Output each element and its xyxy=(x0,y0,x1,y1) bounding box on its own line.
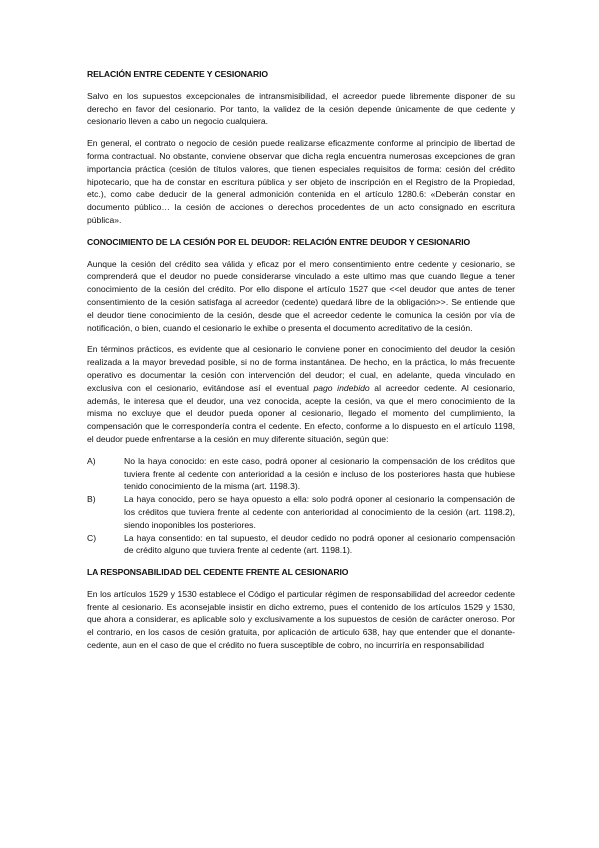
list-marker: C) xyxy=(87,532,97,543)
paragraph: Aunque la cesión del crédito sea válida y eficaz por el mero consentimiento entre cedente y cesionario, se comprenderá que el deudor no puede considerarse vinculado a este ultimo mas que cuando llegue a tener conocimiento de la cesión del crédito. Por ello dispone el artículo 1527 que <<el deudor que antes de tener consentimiento de la cesión satisfaga al acreedor (cedente) quedará libre de la obligación>>. Se entiende que el deudor tiene conocimiento de la cesión, desde que el acreedor cedente le comunica la cesión por vía de notificación, o bien, cuando el cesionario le exhibe o presenta el documento acreditativo de la cesión. xyxy=(87,258,515,333)
list-item-text: No la haya conocido: en este caso, podrá oponer al cesionario la compensación de los créditos que tuviera frente al cedente con anterioridad a la cesión e incluso de los posteriores hasta que hubiese tenido conocimiento de la misma (art. 1198.3). xyxy=(124,455,515,492)
list-item xyxy=(87,455,515,493)
paragraph: En general, el contrato o negocio de cesión puede realizarse eficazmente conforme al principio de libertad de forma contractual. No obstante, conviene observar que dicha regla encuentra numerosas excepciones de gran importancia práctica (cesión de títulos valores, que tienen especiales requisitos de forma: cesión del crédito hipotecario, que ha de constar en escritura pública y ser objeto de inscripción en el Registro de la Propiedad, etc.), como cabe deducir de la general admonición contenida en el artículo 1280.6: «Deberán constar en documento público… la cesión de acciones o derechos procedentes de un acto consignado en escritura pública». xyxy=(87,138,515,225)
section-heading-cedente-cesionario: RELACIÓN ENTRE CEDENTE Y CESIONARIO xyxy=(87,69,268,79)
list-item-text: La haya conocido, pero se haya opuesto a ella: solo podrá oponer al cesionario la compensación de los créditos que tuviera frente al cedente con anterioridad al conocimiento de la cesión (art. 1198.2), siendo inoponibles los posteriores. xyxy=(124,494,515,530)
paragraph xyxy=(87,343,515,445)
lettered-list xyxy=(87,455,515,557)
section-heading-responsabilidad-cedente: LA RESPONSABILIDAD DEL CEDENTE FRENTE AL CESIONARIO xyxy=(87,567,349,578)
section-heading-conocimiento-cesion: CONOCIMIENTO DE LA CESIÓN POR EL DEUDOR: RELACIÓN ENTRE DEUDOR Y CESIONARIO xyxy=(87,236,471,247)
paragraph: Salvo en los supuestos excepcionales de intransmisibilidad, el acreedor puede libremente disponer de su derecho en favor del cesionario. Por tanto, la validez de la cesión depende únicamente de que cedente y cesionario lleven a cabo un negocio cualquiera. xyxy=(87,90,515,127)
list-marker: A) xyxy=(87,455,96,466)
document-page xyxy=(87,68,515,661)
list-item-text: La haya consentido: en tal supuesto, el deudor cedido no podrá oponer al cesionario compensación de crédito alguno que tuviera frente al cedente (art. 1198.1). xyxy=(124,532,515,556)
paragraph: En los artículos 1529 y 1530 establece el Código el particular régimen de responsabilidad del acreedor cedente frente al cesionario. Es aconsejable insistir en dicho extremo, pues el contenido de los artículos 1529 y 1530, que ahora a considerar, es aplicable solo y exclusivamente a los supuestos de cesión de carácter oneroso. Por el contrario, en los casos de cesión gratuita, por aplicación de articulo 638, hay que entender que el donante-cedente, aun en el caso de que el crédito no fuera susceptible de cobro, no incurriría en responsabilidad xyxy=(87,588,515,651)
paragraph-text: En términos prácticos, es evidente que al cesionario le conviene poner en conocimiento del deudor la cesión realizada a la mayor brevedad posible, si no de forma instantánea. De hecho, en la práctica, lo más frecuente operativo es documentar la cesión con intervención del deudor; el cual, en adelante, queda vinculado en exclusiva con el cesionario, evitándose así el eventual xyxy=(87,344,515,393)
list-marker: B) xyxy=(87,494,96,505)
list-item xyxy=(87,493,515,531)
list-item xyxy=(87,532,515,558)
italic-term: pago indebido xyxy=(313,382,370,393)
paragraph-text: al acreedor cedente. Al cesionario, además, le interesa que el deudor, una vez conocida, acepte la cesión, va que el mero conocimiento de la misma no excluye que el deudor pueda oponer al cesionario, llegado el momento del cumplimiento, la compensación que le correspondería contra el cedente. En efecto, conforme a lo dispuesto en el artículo 1198, el deudor puede enfrentarse a la cesión en muy diferente situación, según que: xyxy=(87,382,515,444)
